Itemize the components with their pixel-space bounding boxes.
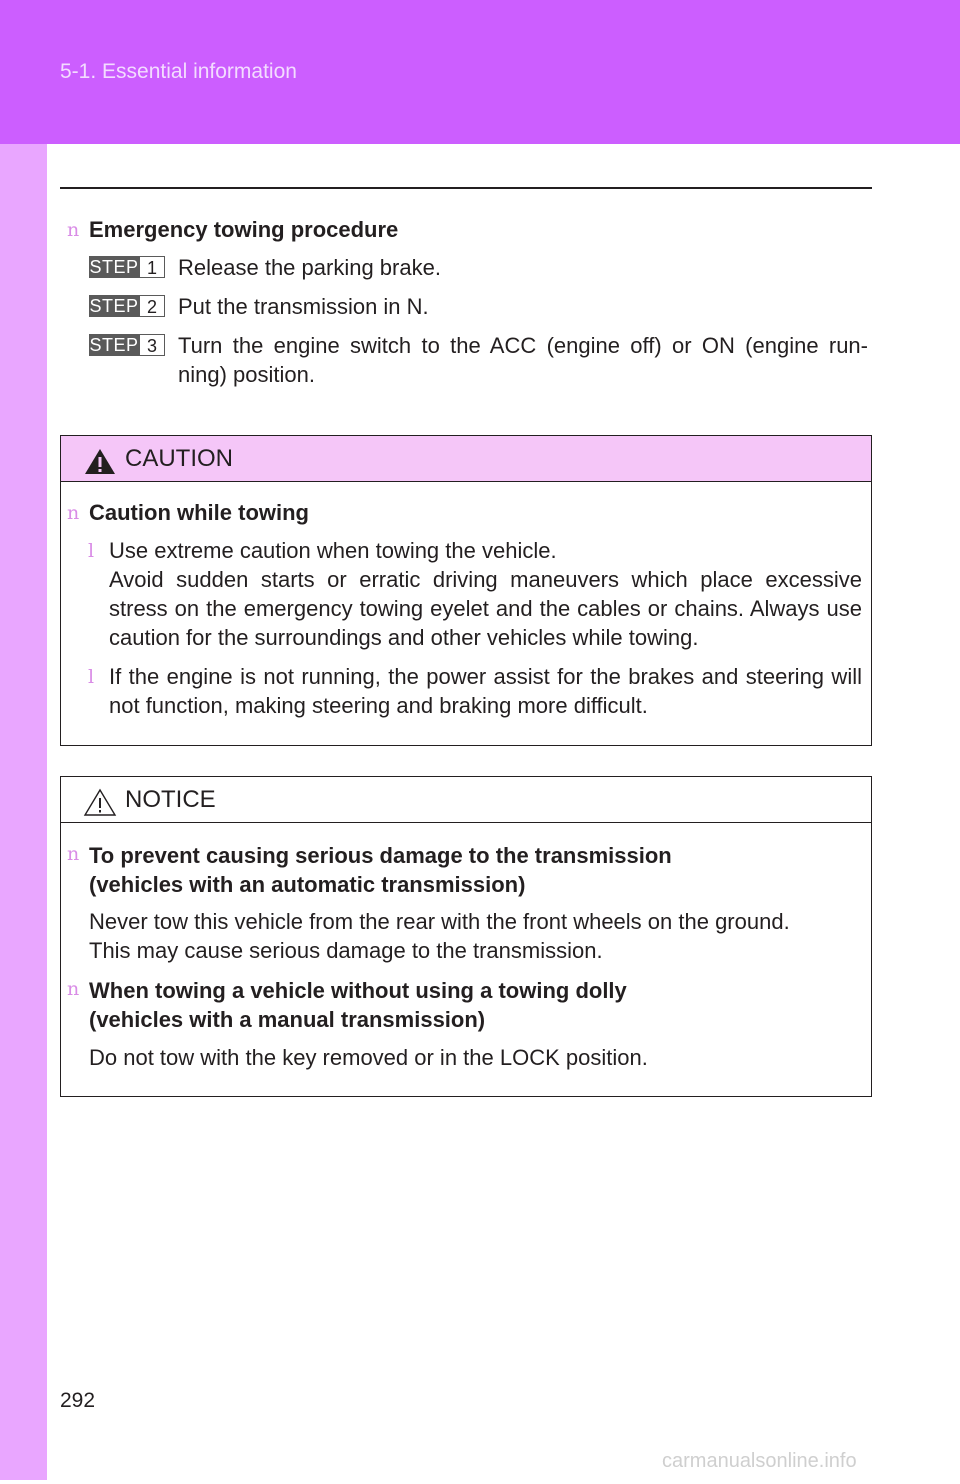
procedure-title: Emergency towing procedure — [89, 217, 399, 242]
bullet-n-marker: n — [67, 843, 80, 865]
step-number: 2 — [139, 295, 165, 317]
caution-item-1-body: Avoid sudden starts or erratic driving maneuvers which place excessive stress on the emergency towing eyelet and the cables or chains. Always use caution for the surroundings and other vehicles while towing. — [109, 567, 862, 650]
caution-header — [61, 436, 871, 482]
step-2-text: Put the transmission in N. — [178, 294, 429, 319]
bullet-n-marker: n — [67, 219, 80, 241]
notice-body-1 — [89, 907, 790, 965]
step-3-text — [178, 331, 868, 389]
caution-item-2: If the engine is not running, the power assist for the brakes and steering will not function, making steering and braking more difficult. — [109, 664, 862, 718]
step-3-line2: ning) position. — [178, 362, 315, 387]
step-number: 1 — [139, 256, 165, 278]
notice-heading-2 — [89, 976, 627, 1034]
step-badge-2 — [89, 295, 165, 317]
side-tab-band — [0, 144, 47, 1480]
warning-triangle-outline-icon — [83, 787, 117, 817]
step-1-text: Release the parking brake. — [178, 255, 441, 280]
bullet-n-marker: n — [67, 502, 80, 524]
watermark: carmanualsonline.info — [662, 1450, 857, 1472]
notice-body-1-line2: This may cause serious damage to the transmission. — [89, 938, 603, 963]
step-label: STEP — [89, 335, 139, 355]
notice-body-2: Do not tow with the key removed or in the LOCK position. — [89, 1045, 648, 1070]
page-number: 292 — [60, 1389, 96, 1412]
notice-heading-1-line2: (vehicles with an automatic transmission) — [89, 872, 526, 897]
notice-heading-1-line1: To prevent causing serious damage to the transmission — [89, 843, 672, 868]
bullet-l-marker: l — [88, 666, 95, 688]
step-number: 3 — [139, 334, 165, 356]
bullet-n-marker: n — [67, 978, 80, 1000]
step-badge-1 — [89, 256, 165, 278]
caution-item-1-lead: Use extreme caution when towing the vehicle. — [109, 538, 557, 563]
notice-heading-2-line1: When towing a vehicle without using a towing dolly — [89, 978, 627, 1003]
caution-item-1 — [109, 536, 862, 652]
caution-label: CAUTION — [125, 445, 233, 472]
notice-body-1-line1: Never tow this vehicle from the rear with the front wheels on the ground. — [89, 909, 790, 934]
section-header-band — [0, 0, 960, 144]
step-badge-3 — [89, 334, 165, 356]
caution-heading: Caution while towing — [89, 500, 309, 525]
notice-heading-1 — [89, 841, 672, 899]
step-3-line1: Turn the engine switch to the ACC (engine off) or ON (engine run- — [178, 333, 868, 358]
top-rule — [60, 187, 872, 189]
step-label: STEP — [89, 257, 139, 277]
notice-header — [61, 777, 871, 823]
bullet-l-marker: l — [88, 540, 95, 562]
section-title: 5-1. Essential information — [60, 60, 297, 83]
notice-label: NOTICE — [125, 786, 216, 813]
warning-triangle-filled-icon — [83, 446, 117, 476]
step-label: STEP — [89, 296, 139, 316]
notice-heading-2-line2: (vehicles with a manual transmission) — [89, 1007, 486, 1032]
